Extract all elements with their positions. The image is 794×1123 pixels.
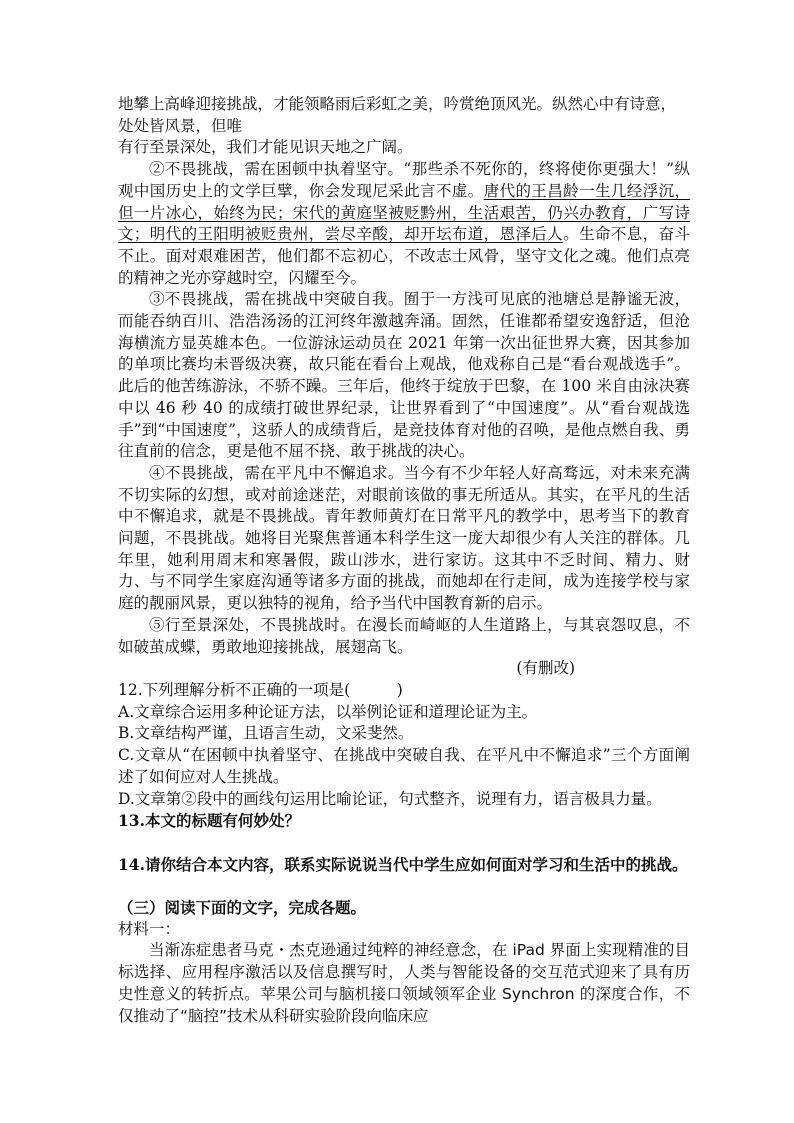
- document-body: [118, 94, 690, 1027]
- question-12-option-a: A.文章综合运用多种论证方法，以举例论证和道理论证为主。: [118, 702, 538, 721]
- paragraph-2-underlined-sentence: 唐代的王昌龄一生几经浮沉，但一片冰心，始终为民；宋代的黄庭坚被贬黔州，生活艰苦，仍兴办教育，广写诗文；明代的王阳明被贬贵州，尝尽辛酸，却开坛布道，恩泽后人: [118, 181, 690, 244]
- question-12-option-c: C.文章从“在困顿中执着坚守、在挑战中突破自我、在平凡中不懈追求”三个方面阐述了如何应对人生挑战。: [118, 746, 690, 786]
- question-12-option-b: B.文章结构严谨，且语言生动，文采斐然。: [118, 724, 414, 743]
- paragraph-4: ④不畏挑战，需在平凡中不懈追求。当今有不少年轻人好高骛远，对未来充满不切实际的幻想，或对前途迷茫，对眼前该做的事无所适从。其实，在平凡的生活中不懈追求，就是不畏挑战。青年教师黄灯在日常平凡的教学中，思考当下的教育问题，不畏挑战。她将目光聚焦普通本科学生这一庞大却很少有人关注的群体。几年里，她利用周末和寒暑假，跋山涉水，进行家访。这其中不乏时间、精力、财力、与不同学生家庭沟通等诸多方面的挑战，而她却在行走间，成为连接学校与家庭的靓丽风景，更以独特的视角，给予当代中国教育新的启示。: [118, 463, 690, 613]
- paragraph-1-line-3: 有行至景深处，我们才能见识天地之广阔。: [118, 138, 413, 157]
- question-12: 12.下列理解分析不正确的一项是( ): [118, 680, 403, 699]
- source-note: (有删改): [516, 659, 575, 678]
- material-1-label: 材料一：: [118, 919, 181, 938]
- paragraph-2-end: 。生命不息，奋斗不止。面对艰难困苦，他们都不忘初心，不改志士风骨，坚守文化之魂。他们点亮的精神之光亦穿越时空，闪耀至今。: [118, 225, 690, 287]
- material-1-text: 当渐冻症患者马克・杰克逊通过纯粹的神经意念，在 iPad 界面上实现精准的目标选择、应用程序激活以及信息撰写时，人类与智能设备的交互范式迎来了具有历史性意义的转折点。苹果公司与脑机接口领域领军企业 Synchron 的深度合作，不仅推动了“脑控”技术从科研实验阶段向临床应: [118, 941, 690, 1025]
- answer-space-13: [118, 832, 690, 854]
- paragraph-5: ⑤行至景深处，不畏挑战时。在漫长而崎岖的人生道路上，与其哀怨叹息，不如破茧成蝶，勇敢地迎接挑战，展翅高飞。: [118, 615, 690, 656]
- paragraph-2-start: ②不畏挑战，需在困顿中执着坚守。“那些杀不死你的，终将使你更强大！”纵观中国历史上的文学巨擘，你会发现尼采此言不虚。: [118, 160, 690, 200]
- paragraph-2: [118, 159, 690, 289]
- paragraph-1-line-2: 处处皆风景，但唯: [118, 116, 243, 135]
- paragraph-3: ③不畏挑战，需在挑战中突破自我。囿于一方浅可见底的池塘总是静谧无波，而能吞纳百川、浩浩汤汤的江河终年激越奔涌。固然，任谁都希望安逸舒适，但沧海横流方显英雄本色。一位游泳运动员在 2021 年第一次出征世界大赛，因其参加的单项比赛均未晋级决赛，故只能在看台上观战，他戏称自己是“看台观战选手”。此后的他苦练游泳，不骄不躁。三年后，他终于绽放于巴黎，在 100 米自由泳决赛中以 46 秒 40 的成绩打破世界纪录，让世界看到了“中国速度”。从“看台观战选手”到“中国速度”，这骄人的成绩背后，是竞技体育对他的召唤，是他点燃自我、勇往直前的信念，更是他不屈不挠、敢于挑战的决心。: [118, 290, 690, 461]
- question-12-option-d: D.文章第②段中的画线句运用比喻论证，句式整齐，说理有力，语言极具力量。: [118, 789, 662, 808]
- answer-space-14: [118, 875, 690, 897]
- paragraph-1-line-1: 地攀上高峰迎接挑战，才能领略雨后彩虹之美，吟赏绝顶风光。纵然心中有诗意，: [118, 95, 677, 113]
- section-3-title: （三）阅读下面的文字，完成各题。: [118, 897, 367, 917]
- question-13: 13.本文的标题有何妙处？: [118, 811, 300, 831]
- question-14: 14.请你结合本文内容，联系实际说说当代中学生应如何面对学习和生活中的挑战。: [118, 854, 688, 874]
